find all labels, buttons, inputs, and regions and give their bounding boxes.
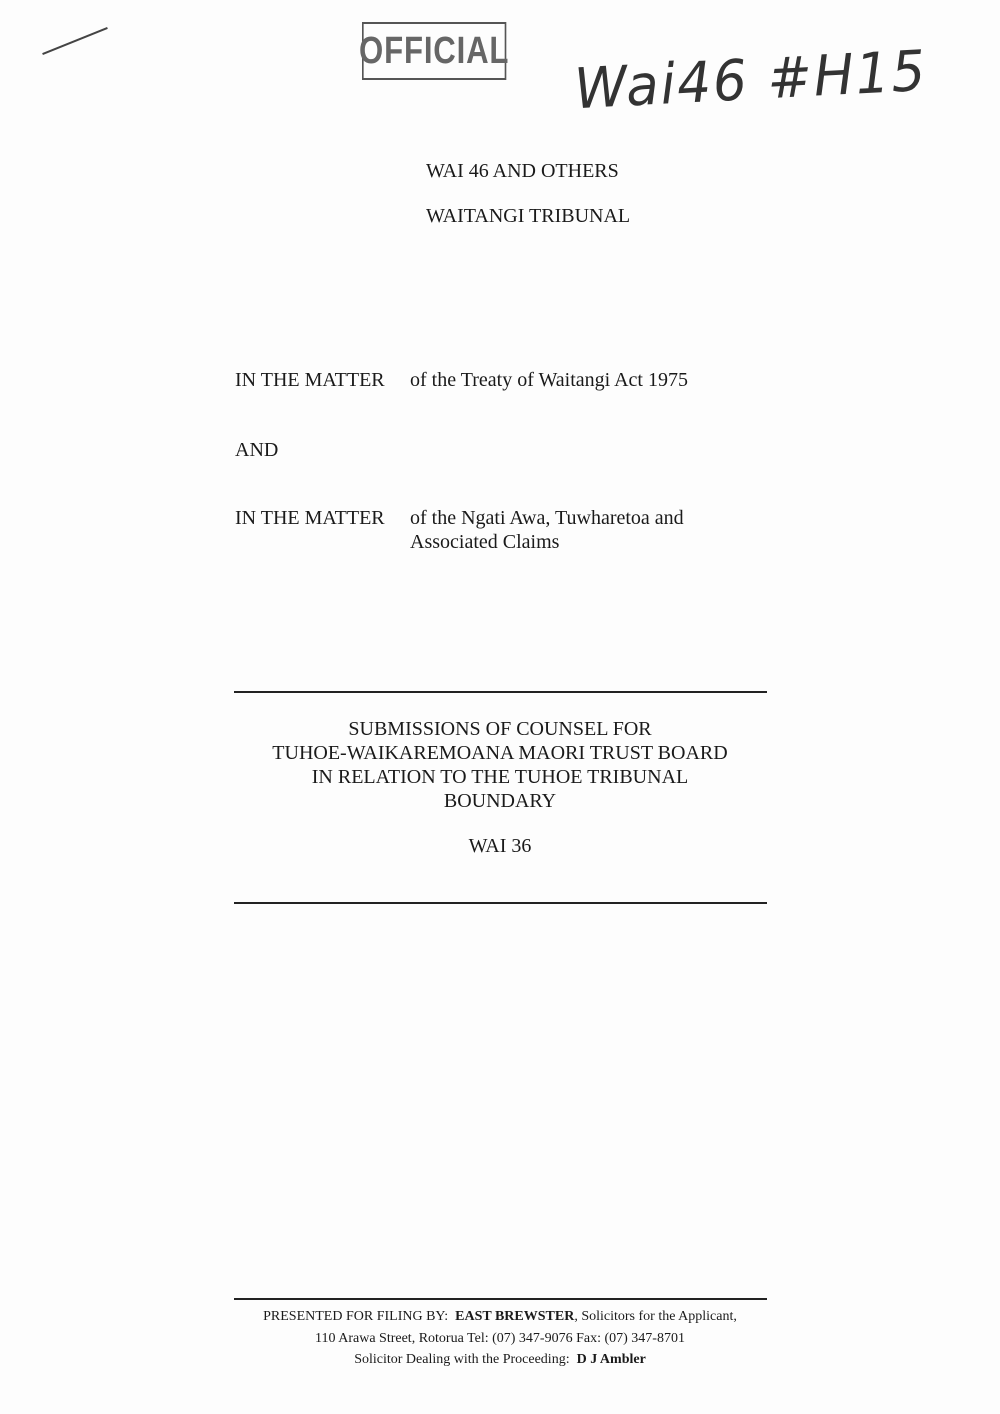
footer-address: 110 Arawa Street, Rotorua Tel: (07) 347-9076 Fax: (07) 347-8701 xyxy=(315,1331,685,1346)
official-stamp: OFFICIAL xyxy=(362,22,506,80)
pen-mark xyxy=(42,27,108,55)
divider xyxy=(234,902,767,904)
divider xyxy=(234,691,767,693)
title-line: TUHOE-WAIKAREMOANA MAORI TRUST BOARD xyxy=(272,742,728,764)
footer-line-3 xyxy=(0,1352,1000,1368)
title-line: IN RELATION TO THE TUHOE TRIBUNAL xyxy=(311,766,689,788)
handwritten-reference: Wai46 #H15 xyxy=(572,38,929,123)
matter-text-2-cont: Associated Claims xyxy=(410,531,560,553)
matter-text-1: of the Treaty of Waitangi Act 1975 xyxy=(410,369,688,391)
matter-label-1: IN THE MATTER xyxy=(235,369,385,391)
title-line: BOUNDARY xyxy=(443,790,557,812)
presented-label: PRESENTED FOR FILING BY: xyxy=(263,1309,449,1324)
matter-text-2: of the Ngati Awa, Tuwharetoa and xyxy=(410,507,684,529)
matter-label-2: IN THE MATTER xyxy=(235,507,385,529)
firm-name: EAST BREWSTER xyxy=(455,1309,575,1324)
footer-divider xyxy=(234,1298,767,1300)
firm-suffix: , Solicitors for the Applicant, xyxy=(574,1309,737,1324)
tribunal-name: WAITANGI TRIBUNAL xyxy=(426,205,631,227)
solicitor-label: Solicitor Dealing with the Proceeding: xyxy=(354,1352,570,1367)
case-number: WAI 46 AND OTHERS xyxy=(426,160,619,182)
title-ref: WAI 36 xyxy=(468,835,532,857)
and-label: AND xyxy=(235,439,279,461)
solicitor-name: D J Ambler xyxy=(576,1352,646,1367)
title-line: SUBMISSIONS OF COUNSEL FOR xyxy=(348,718,652,740)
footer-line-1 xyxy=(0,1309,1000,1325)
